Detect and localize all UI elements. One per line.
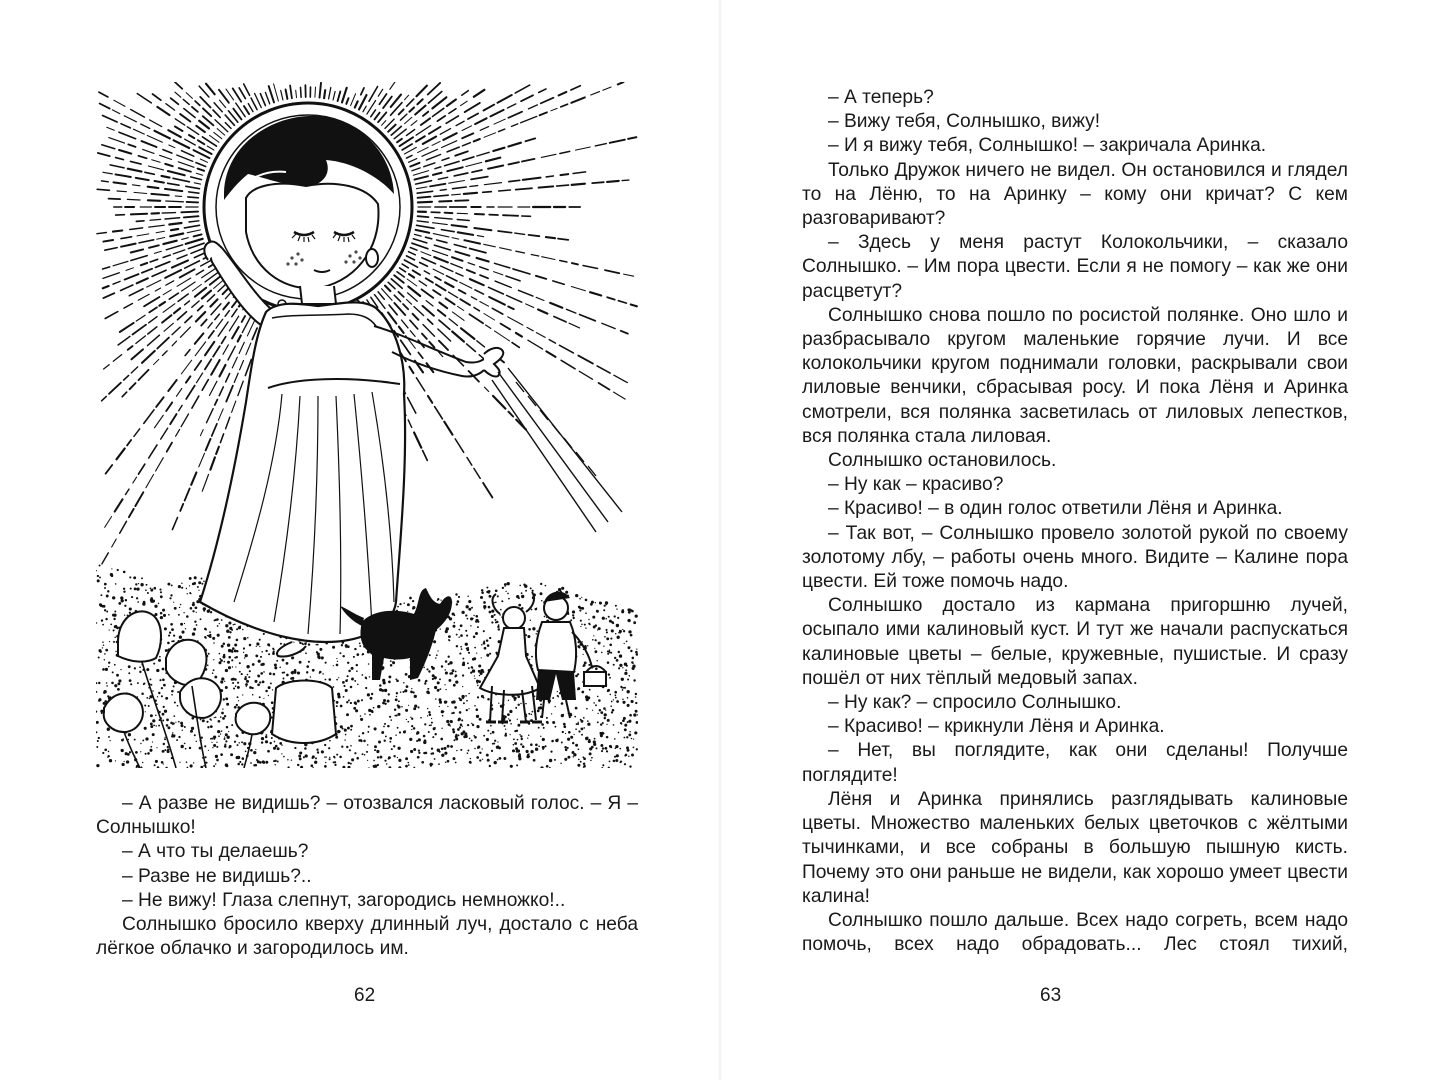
paragraph: – А что ты делаешь?	[122, 841, 309, 863]
paragraph: – Красиво! – в один голос ответили Лёня и Аринка.	[828, 498, 1283, 520]
paragraph: – Не вижу! Глаза слепнут, загородись немножко!..	[122, 889, 566, 911]
paragraph: Солнышко снова пошло по росистой полянке. Оно шло и разбрасывало кругом маленькие горячие лучи. И все колокольчики кругом поднимали головки, раскрывали свои лиловые венчики, сбрасывая росу. И пока Лёня и Аринка смотрели, вся полянка засветилась от лиловых лепестков, вся полянка стала лиловая.	[802, 304, 1348, 447]
light-beam	[492, 368, 622, 532]
left-page	[0, 0, 718, 1080]
paragraph: – Вижу тебя, Солнышко, вижу!	[828, 111, 1101, 133]
paragraph: – Здесь у меня растут Колокольчики, – сказало Солнышко. – Им пора цвести. Если я не помогу – как же они расцветут?	[802, 232, 1348, 302]
boy-lyonya	[536, 592, 606, 718]
paragraph: – Ну как – красиво?	[828, 474, 1004, 496]
paragraph: Лёня и Аринка принялись разглядывать калиновые цветы. Множество маленьких белых цветочков с жёлтыми тычинками, и все собраны в большую пышную кисть. Почему это они раньше не видели, как хорошо умеет цвести калина!	[802, 788, 1348, 907]
illustration-sun-girl	[96, 82, 638, 768]
paragraph: – И я вижу тебя, Солнышко! – закричала Аринка.	[828, 135, 1267, 157]
paragraph: – А разве не видишь? – отозвался ласковый голос. – Я – Солнышко!	[96, 793, 638, 839]
paragraph: Солнышко пошло дальше. Всех надо согреть, всем надо помочь, всех надо обрадовать... Лес стоял тихий,	[802, 909, 1348, 956]
paragraph: Солнышко остановилось.	[828, 450, 1057, 472]
paragraph: Солнышко бросило кверху длинный луч, достало с неба лёгкое облачко и загородилось им.	[96, 914, 638, 960]
paragraph: – Разве не видишь?..	[122, 865, 312, 887]
paragraph: – Нет, вы поглядите, как они сделаны! Получше поглядите!	[802, 740, 1348, 786]
paragraph: Только Дружок ничего не видел. Он остановился и глядел то на Лёню, то на Аринку – кому они кричат? С кем разговаривают?	[802, 159, 1348, 230]
page-number-right: 63	[1040, 985, 1062, 1006]
paragraph: – Красиво! – крикнули Лёня и Аринка.	[828, 716, 1165, 738]
right-page	[722, 0, 1440, 1080]
page-number-left: 62	[354, 985, 376, 1006]
paragraph: – Ну как? – спросило Солнышко.	[828, 692, 1122, 714]
paragraph: – А теперь?	[828, 87, 934, 108]
right-page-text	[802, 86, 1348, 957]
paragraph: Солнышко достало из кармана пригоршню лучей, осыпало ими калиновый куст. И тут же начали распускаться калиновые цветы – белые, кружевные, пушистые. И сразу пошёл от них тёплый медовый запах.	[802, 595, 1348, 689]
left-page-text	[96, 792, 638, 961]
paragraph: – Так вот, – Солнышко провело золотой рукой по своему золотому лбу, – работы очень много. Видите – Калине пора цвести. Ей тоже помочь надо.	[802, 522, 1348, 593]
